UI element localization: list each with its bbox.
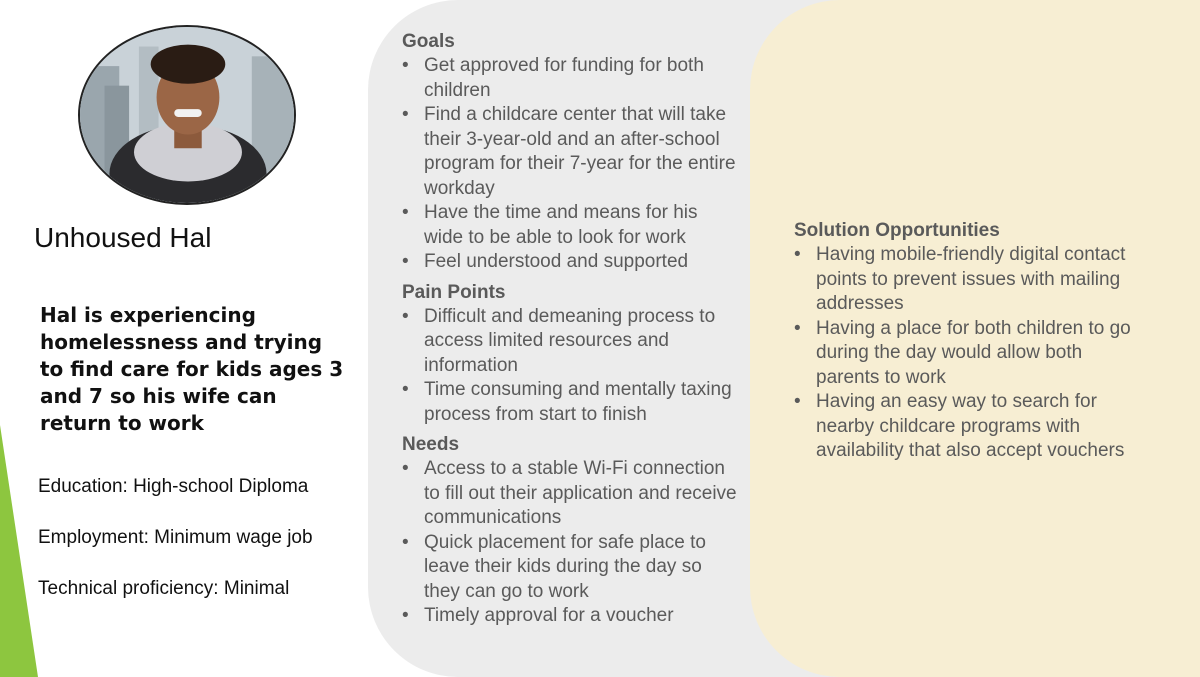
center-content (402, 30, 737, 635)
solutions-title: Solution Opportunities (794, 220, 1000, 241)
technical-proficiency-detail: Technical proficiency: Minimal (38, 578, 290, 599)
need-item: • Access to a stable Wi-Fi connection to fill out their application and receive communications (402, 457, 737, 531)
needs-title: Needs (402, 434, 460, 455)
goals-list (402, 54, 737, 275)
persona-name: Unhoused Hal (34, 222, 212, 253)
education-detail: Education: High-school Diploma (38, 476, 309, 497)
goal-item: • Feel understood and supported (402, 250, 737, 275)
needs-list (402, 457, 737, 629)
need-item: • Timely approval for a voucher (402, 604, 737, 629)
pain-points-section (402, 281, 737, 428)
goals-title: Goals (402, 31, 455, 52)
pain-points-list (402, 305, 737, 428)
goals-section (402, 30, 737, 275)
need-item: • Quick placement for safe place to leave their kids during the day so they can go to work (402, 531, 737, 605)
green-accent-shape (0, 0, 40, 677)
pain-point-item: • Time consuming and mentally taxing process from start to finish (402, 378, 737, 427)
solution-item: • Having mobile-friendly digital contact points to prevent issues with mailing addresses (794, 243, 1134, 317)
solution-item: • Having a place for both children to go during the day would allow both parents to work (794, 317, 1134, 391)
pain-point-item: • Difficult and demeaning process to access limited resources and information (402, 305, 737, 379)
pain-points-title: Pain Points (402, 281, 506, 303)
goal-item: • Have the time and means for his wide to be able to look for work (402, 201, 737, 250)
solution-item: • Having an easy way to search for nearby childcare programs with availability that also accept vouchers (794, 390, 1134, 464)
solutions-list (794, 243, 1134, 464)
goal-item: • Find a childcare center that will take their 3-year-old and an after-school program for their 7-year for the entire workday (402, 103, 737, 201)
goal-item: • Get approved for funding for both children (402, 54, 737, 103)
employment-detail: Employment: Minimum wage job (38, 527, 313, 548)
right-content (794, 219, 1134, 464)
needs-section (402, 433, 737, 629)
avatar (78, 25, 296, 205)
persona-summary: Hal is experiencing homelessness and trying to find care for kids ages 3 and 7 so his wife can return to work (40, 303, 344, 435)
